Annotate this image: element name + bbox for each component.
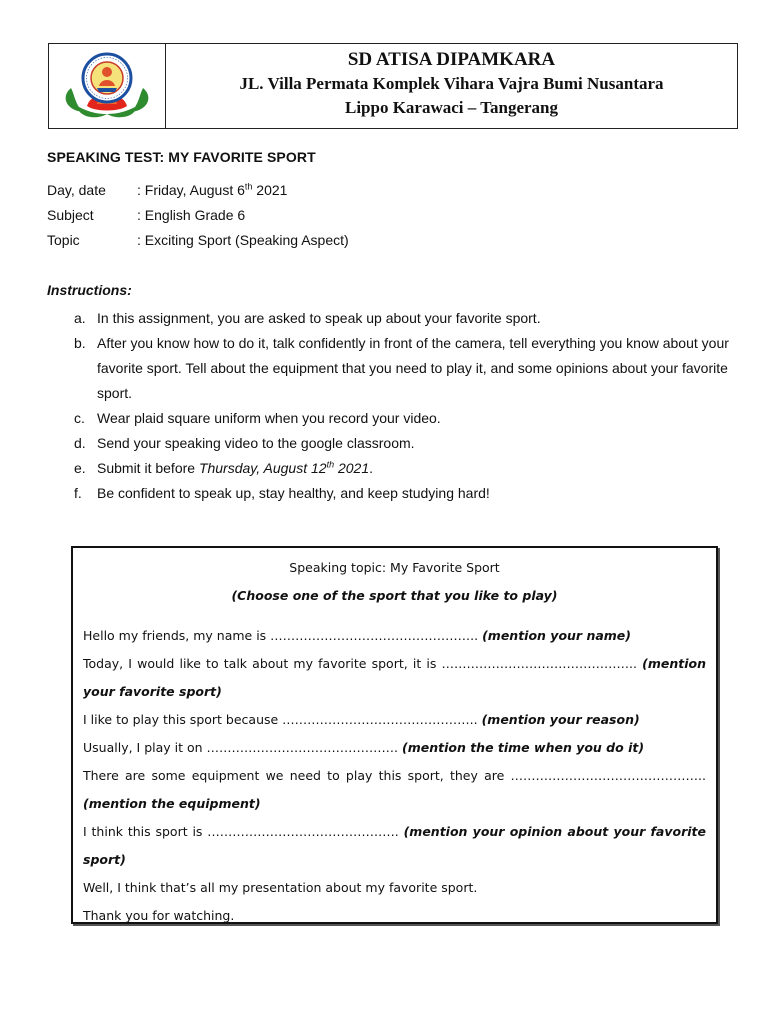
template-line: There are some equipment we need to play this sport, they are ……………………………………….. (mention the equipment) <box>83 768 706 811</box>
topic-value: : Exciting Sport (Speaking Aspect) <box>137 232 349 248</box>
school-address-line2: Lippo Karawaci – Tangerang <box>344 98 558 117</box>
instruction-item: c. Wear plaid square uniform when you record your video. <box>74 410 441 426</box>
template-line: Hello my friends, my name is ………………………………………….. (mention your name) <box>83 628 631 643</box>
speaking-template-box <box>71 546 718 924</box>
school-name: SD ATISA DIPAMKARA <box>347 49 556 70</box>
test-meta <box>47 180 349 255</box>
school-info <box>166 44 737 128</box>
instruction-item: d. Send your speaking video to the google classroom. <box>74 435 415 451</box>
meta-row-topic <box>47 230 349 255</box>
subject-label: Subject <box>47 207 94 223</box>
topic-label: Topic <box>47 232 80 248</box>
meta-row-subject <box>47 205 349 230</box>
letterhead <box>48 43 738 129</box>
instruction-item: b. After you know how to do it, talk confidently in front of the camera, tell everything you know about your favorite sport. Tell about the equipment that you need to play it, and some opinions about your favorite sport. <box>74 335 729 401</box>
instruction-item: e. Submit it before Thursday, August 12th 2021. <box>74 459 374 476</box>
day-label: Day, date <box>47 182 106 198</box>
template-line: Today, I would like to talk about my favorite sport, it is ……………………………………….. (mention your favorite sport) <box>83 656 706 699</box>
day-value: : Friday, August 6th 2021 <box>137 181 288 198</box>
box-topic: Speaking topic: My Favorite Sport <box>289 560 500 575</box>
template-line: I think this sport is ………………………………………. (mention your opinion about your favorite sport) <box>83 824 706 867</box>
box-choose: (Choose one of the sport that you like to play) <box>231 588 558 603</box>
instruction-item: f. Be confident to speak up, stay healthy, and keep studying hard! <box>74 485 490 501</box>
school-logo <box>57 48 157 124</box>
instruction-item: a. In this assignment, you are asked to speak up about your favorite sport. <box>74 310 541 326</box>
template-line: Usually, I play it on ………………………………………. (mention the time when you do it) <box>83 740 645 755</box>
template-line: I like to play this sport because ……………………………………….. (mention your reason) <box>83 712 640 727</box>
school-address-line1: JL. Villa Permata Komplek Vihara Vajra Bumi Nusantara <box>239 74 664 93</box>
instructions-list <box>74 306 734 506</box>
meta-row-day <box>47 180 349 205</box>
instructions-heading: Instructions: <box>47 282 132 298</box>
test-title: SPEAKING TEST: MY FAVORITE SPORT <box>47 149 316 165</box>
logo-cell <box>49 44 166 128</box>
template-line: Thank you for watching. <box>83 908 235 923</box>
subject-value: : English Grade 6 <box>137 207 246 223</box>
template-line: Well, I think that’s all my presentation about my favorite sport. <box>83 880 478 895</box>
